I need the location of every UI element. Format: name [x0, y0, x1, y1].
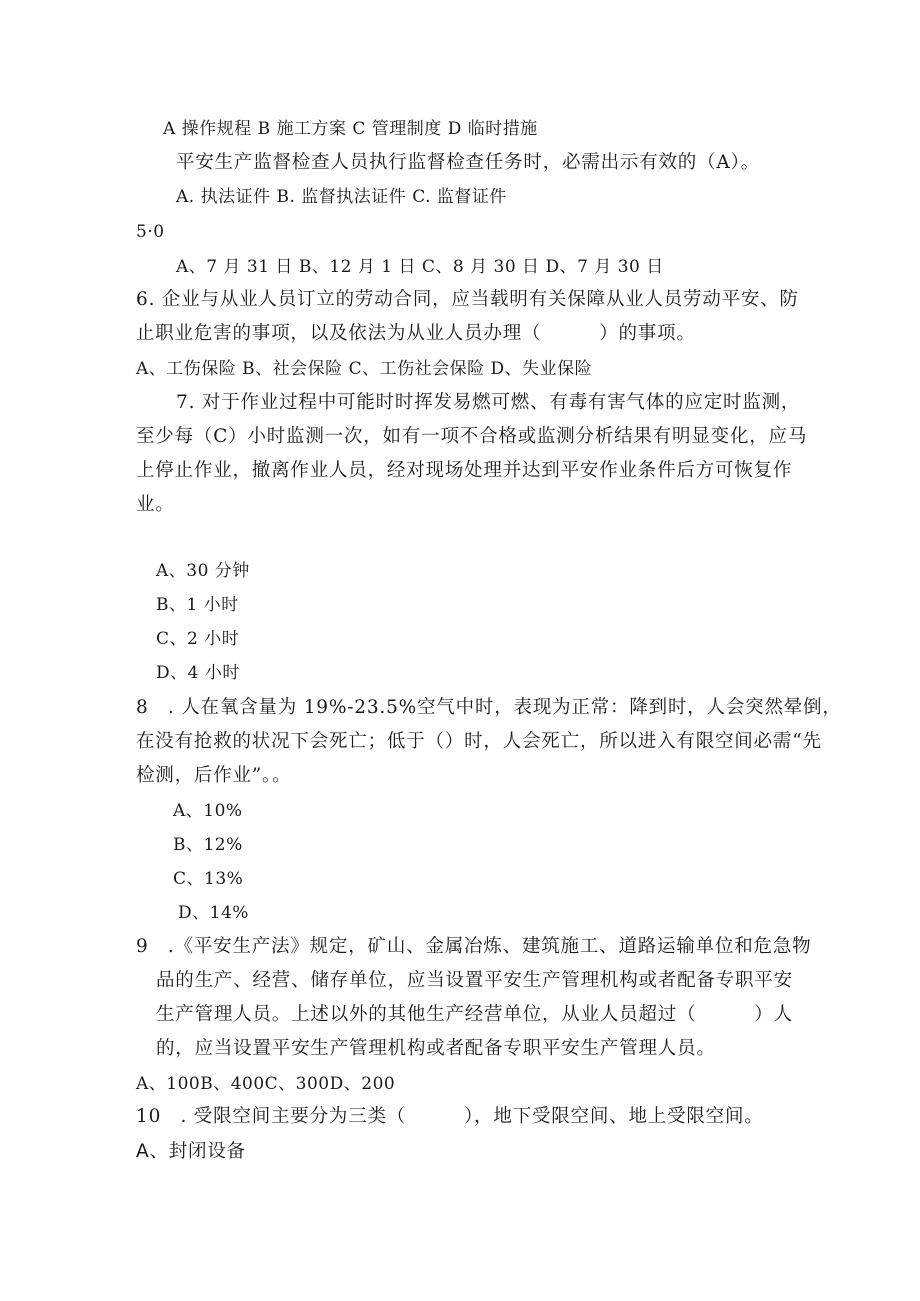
- q9-question-line-1: 9 .《平安生产法》规定，矿山、金属冶炼、建筑施工、道路运输单位和危急物: [136, 936, 812, 957]
- q5-options-line: A. 执法证件 B. 监督执法证件 C. 监督证件: [176, 187, 507, 207]
- q10-option-a: A、封闭设备: [136, 1141, 246, 1162]
- q8-option-d: D、14%: [178, 903, 249, 923]
- q5-number-line: 5·0: [136, 222, 165, 242]
- q7-option-d: D、4 小时: [156, 663, 240, 683]
- q7-question-line-3: 上停止作业，撤离作业人员，经对现场处理并达到平安作业条件后方可恢复作: [136, 460, 793, 481]
- date-options-line: A、7 月 31 日 B、12 月 1 日 C、8 月 30 日 D、7 月 30 日: [176, 257, 664, 277]
- q7-option-c: C、2 小时: [156, 629, 240, 649]
- q8-option-c: C、13%: [173, 869, 244, 889]
- q8-option-a: A、10%: [173, 801, 243, 821]
- q4-options-line: A 操作规程 B 施工方案 C 管理制度 D 临时措施: [163, 119, 538, 139]
- q9-question-line-3: 生产管理人员。上述以外的其他生产经营单位，从业人员超过（ ）人: [156, 1004, 793, 1025]
- q6-question-line-1: 6. 企业与从业人员订立的劳动合同，应当载明有关保障从业人员劳动平安、防: [136, 289, 799, 310]
- q7-question-line-2: 至少每（C）小时监测一次，如有一项不合格或监测分析结果有明显变化，应马: [136, 426, 808, 447]
- q8-question-line-3: 检测，后作业”。。: [136, 765, 292, 786]
- q6-options-line: A、工伤保险 B、社会保险 C、工伤社会保险 D、失业保险: [136, 359, 593, 379]
- q10-question-line: 10 . 受限空间主要分为三类（ ），地下受限空间、地上受限空间。: [136, 1106, 764, 1127]
- q9-question-line-4: 的，应当设置平安生产管理机构或者配备专职平安生产管理人员。: [156, 1038, 716, 1059]
- q7-question-line-4: 业。: [136, 494, 175, 515]
- q5-question-line: 平安生产监督检查人员执行监督检查任务时，必需出示有效的（A）。: [176, 152, 760, 173]
- q7-option-a: A、30 分钟: [156, 561, 250, 581]
- q6-question-line-2: 止职业危害的事项，以及依法为从业人员办理（ ）的事项。: [136, 323, 696, 344]
- q8-question-line-1: 8 . 人在氧含量为 19%-23.5%空气中时，表现为正常：降到时，人会突然晕倒，: [136, 697, 842, 718]
- q7-question-line-1: 7. 对于作业过程中可能时时挥发易燃可燃、有毒有害气体的应定时监测，: [176, 392, 801, 413]
- q8-question-line-2: 在没有抢救的状况下会死亡；低于（）时，人会死亡，所以进入有限空间必需“先: [136, 731, 822, 752]
- q7-option-b: B、1 小时: [156, 595, 239, 615]
- q8-option-b: B、12%: [173, 835, 243, 855]
- q9-options-line: A、100B、400C、300D、200: [136, 1074, 396, 1094]
- q9-question-line-2: 品的生产、经营、储存单位，应当设置平安生产管理机构或者配备专职平安: [156, 970, 793, 991]
